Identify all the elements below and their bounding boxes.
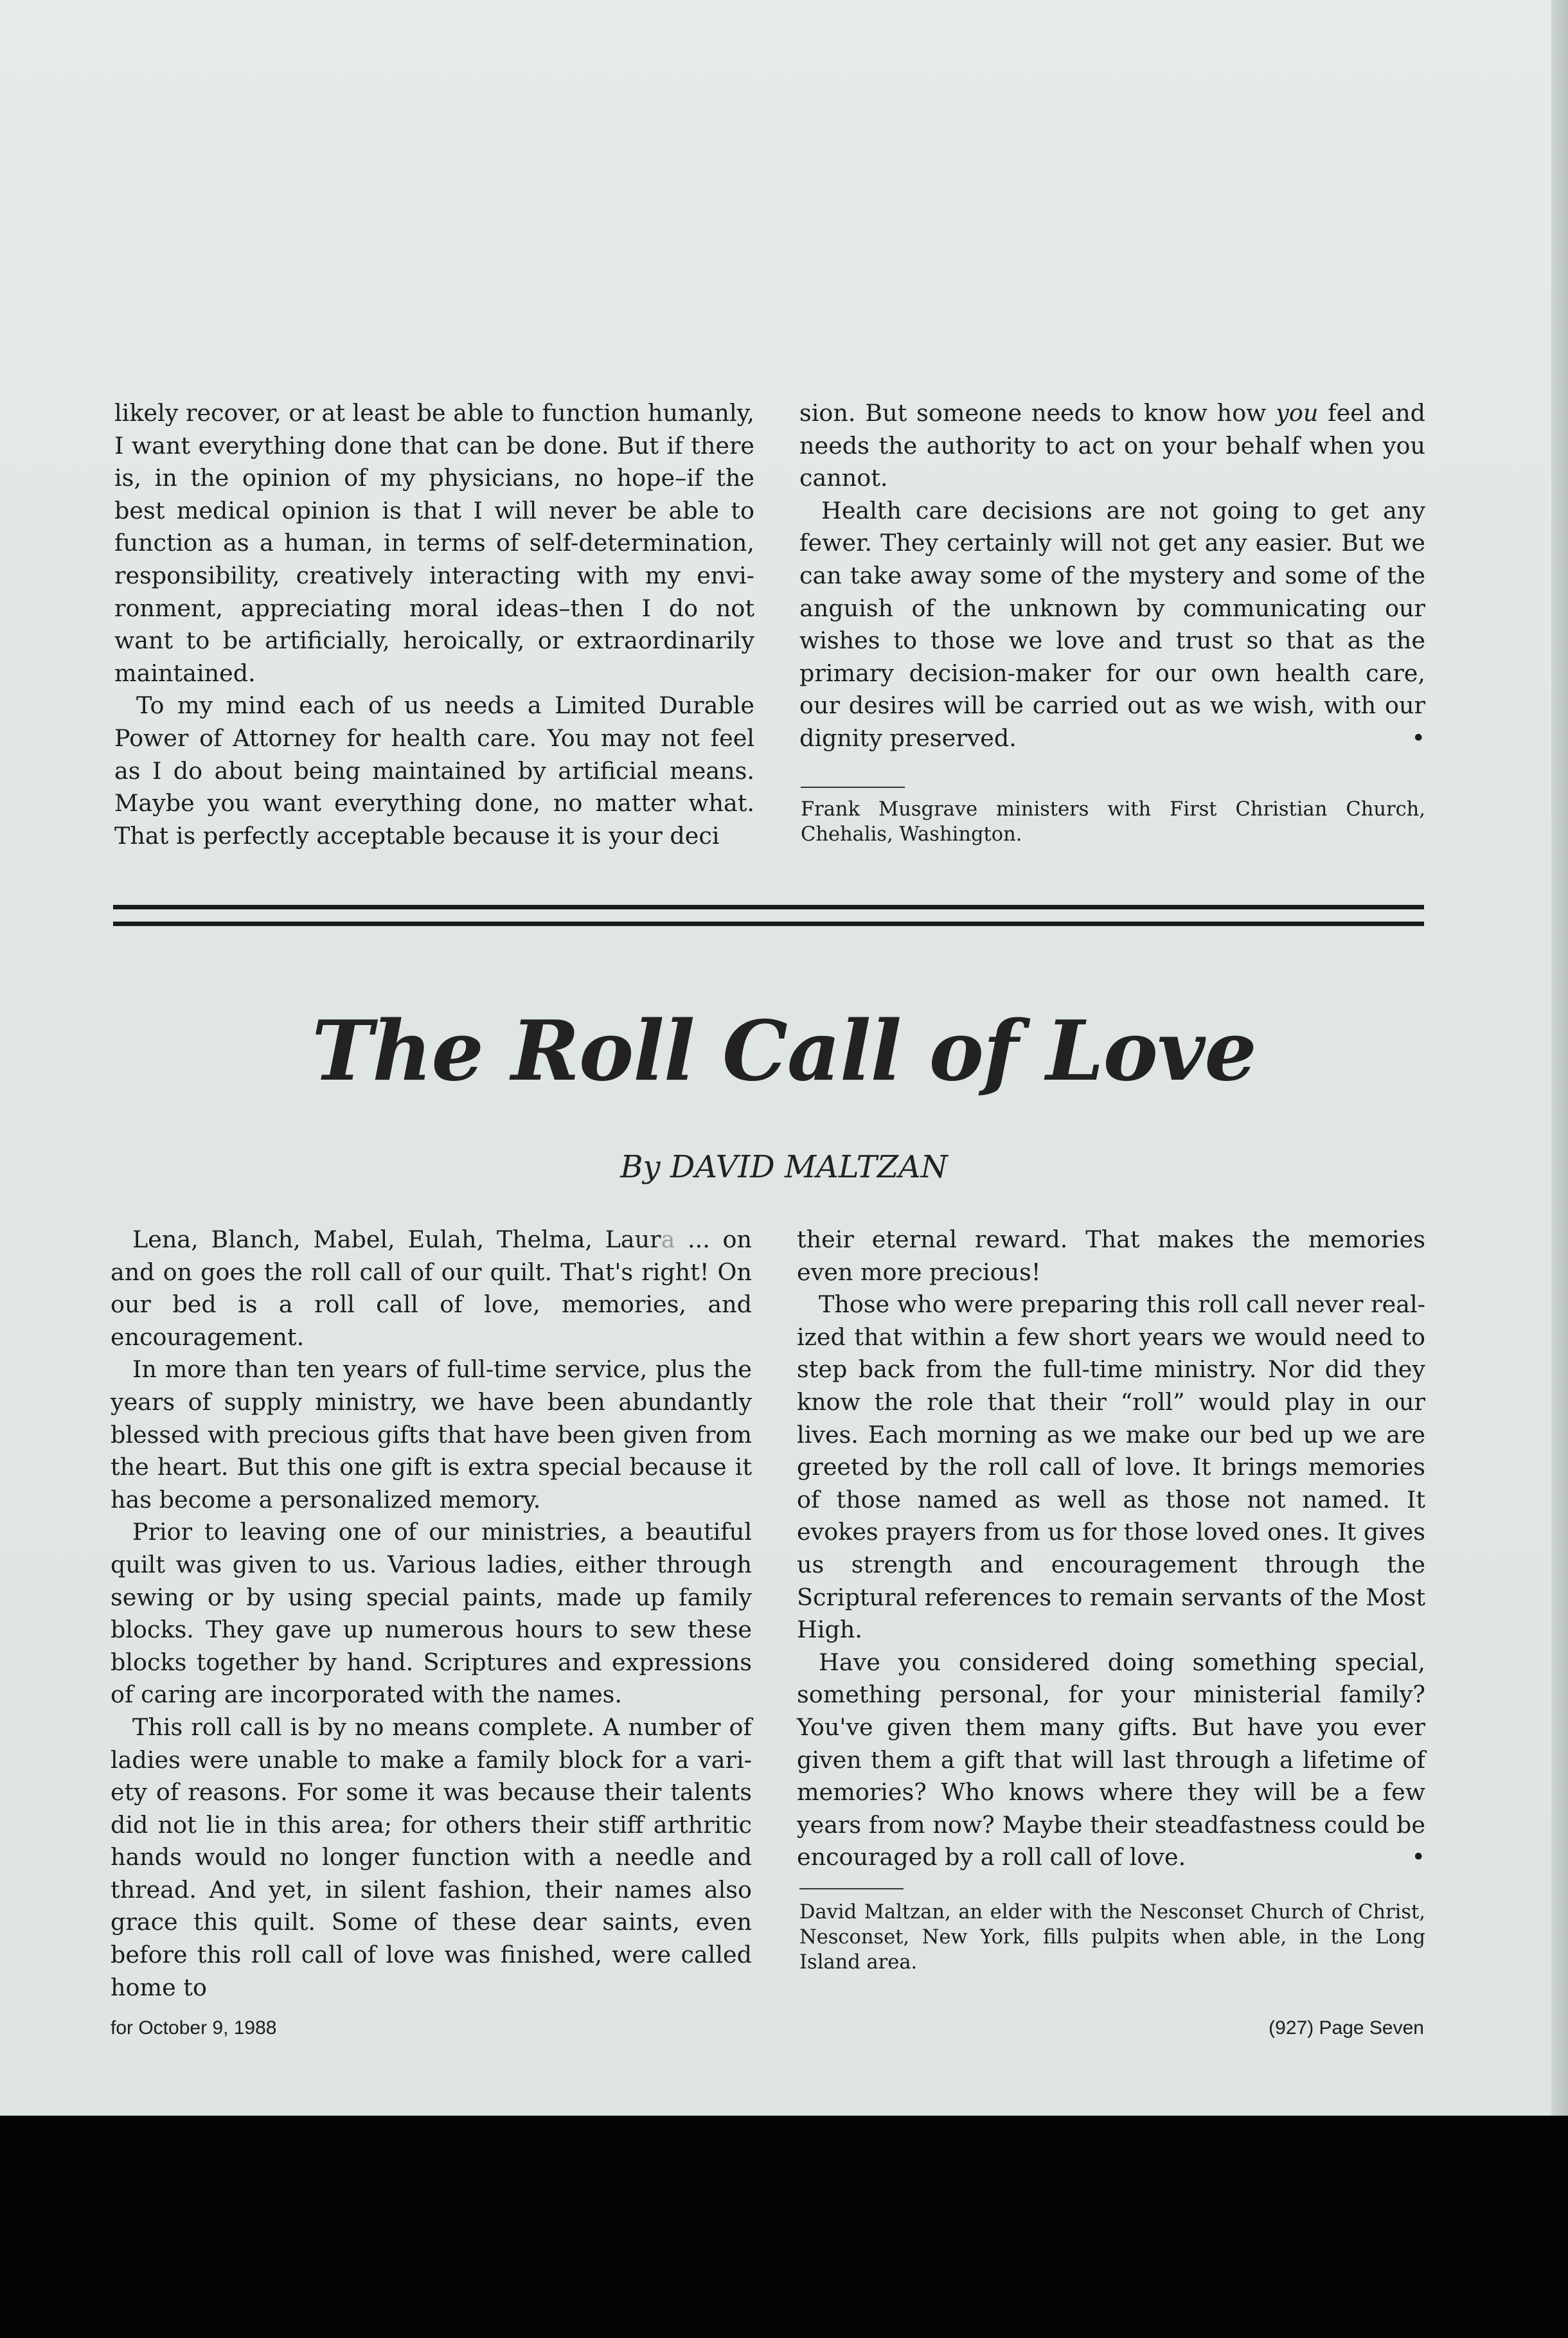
continued-article-right-column bbox=[799, 397, 1425, 755]
emphasis: you bbox=[1276, 399, 1319, 427]
paragraph: This roll call is by no means complete. A number of ladies were unable to make a family block for a variety of reasons. For some it was because their talents did not lie in this area; for others their stiff arthritic hands would no longer function with a needle and thread. And yet, in silent fashion, their names also grace this quilt. Some of these dear saints, even before this roll call of love was finished, were called home to bbox=[111, 1713, 752, 2001]
paragraph: In more than ten years of full-time service, plus the years of supply ministry, we have been abundantly blessed with precious gifts that have been given from the heart. But this one gift is extra special because it has become a personalized memory. bbox=[111, 1355, 752, 1513]
section-divider-top bbox=[113, 905, 1424, 909]
scan-background bbox=[0, 2116, 1568, 2338]
paragraph: Have you considered doing something special, something personal, for your ministerial family? You've given them many gifts. But have you ever given them a gift that will last through a lifetime of memories? Who knows where they will be a few years from now? Maybe their steadfastness could be encouraged by a roll call of love. • bbox=[797, 1646, 1425, 1874]
footnote-divider bbox=[801, 787, 905, 788]
author-footnote: David Maltzan, an elder with the Nesconset Church of Christ, Nesconset, New York, fills pulpits when able, in the Long Island area. bbox=[799, 1901, 1425, 1974]
end-of-article-bullet: • bbox=[1411, 724, 1425, 752]
footnote-divider bbox=[799, 1888, 904, 1889]
paragraph: likely recover, or at least be able to function humanly, I want everything done that can be done. But if there is, in the opinion of my physicians, no hope–if the best medical opinion is that I will never be able to function as a human, in terms of self-determination, responsibility, creatively interacting with my environment, appreciating moral ideas–then I do not want to be artificially, heroically, or extraordinarily maintained. bbox=[114, 399, 754, 687]
author-footnote: Frank Musgrave ministers with First Christian Church, Chehalis, Washington. bbox=[801, 798, 1425, 846]
paragraph: Prior to leaving one of our ministries, a beautiful quilt was given to us. Various ladies, either through sewing or by using special paints, made up family blocks. They gave up numerous hours to sew these blocks together by hand. Scriptures and expressions of caring are incorporated with the names. bbox=[111, 1518, 752, 1709]
paragraph: Those who were preparing this roll call never realized that within a few short years we would need to step back from the full-time ministry. Nor did they know the role that their “roll” would play in our lives. Each morning as we make our bed up we are greeted by the roll call of love. It brings memories of those named as well as those not named. It evokes prayers from us for those loved ones. It gives us strength and encouragement through the Scriptural references to remain servants of the Most High. bbox=[797, 1290, 1426, 1644]
end-of-article-bullet: • bbox=[1411, 1843, 1425, 1871]
issue-date-footer: for October 9, 1988 bbox=[111, 2017, 277, 2039]
paragraph: sion. But someone needs to know how you feel and needs the authority to act on your behalf when you cannot. bbox=[799, 399, 1425, 492]
article-left-column bbox=[111, 1224, 752, 2004]
paragraph: To my mind each of us needs a Limited Durable Power of Attorney for health care. You may not feel as I do about being maintained by artificial means. Maybe you want everything done, no matter what. That is perfectly acceptable because it is your deci bbox=[114, 692, 754, 850]
article-title: The Roll Call of Love bbox=[312, 1003, 1256, 1100]
paragraph: Health care decisions are not going to get any fewer. They certainly will not get any easier. But we can take away some of the mystery and some of the anguish of the unknown by communicating our wishes to those we love and trust so that as the primary decision-maker for our own health care, our desires will be carried out as we wish, with our dignity preserved. • bbox=[799, 495, 1425, 755]
continued-article-left-column bbox=[114, 397, 754, 852]
page-number-footer: (927) Page Seven bbox=[1269, 2017, 1424, 2039]
article-byline: By DAVID MALTZAN bbox=[620, 1149, 948, 1185]
paragraph: Lena, Blanch, Mabel, Eulah, Thelma, Laura ... on and on goes the roll call of our quilt. That's right! On our bed is a roll call of love, memories, and encouragement. bbox=[111, 1226, 752, 1351]
paragraph: their eternal reward. That makes the memories even more precious! bbox=[797, 1226, 1425, 1286]
article-right-column bbox=[797, 1224, 1425, 1874]
page-edge-shadow bbox=[1551, 0, 1568, 2116]
section-divider-bottom bbox=[113, 922, 1424, 926]
